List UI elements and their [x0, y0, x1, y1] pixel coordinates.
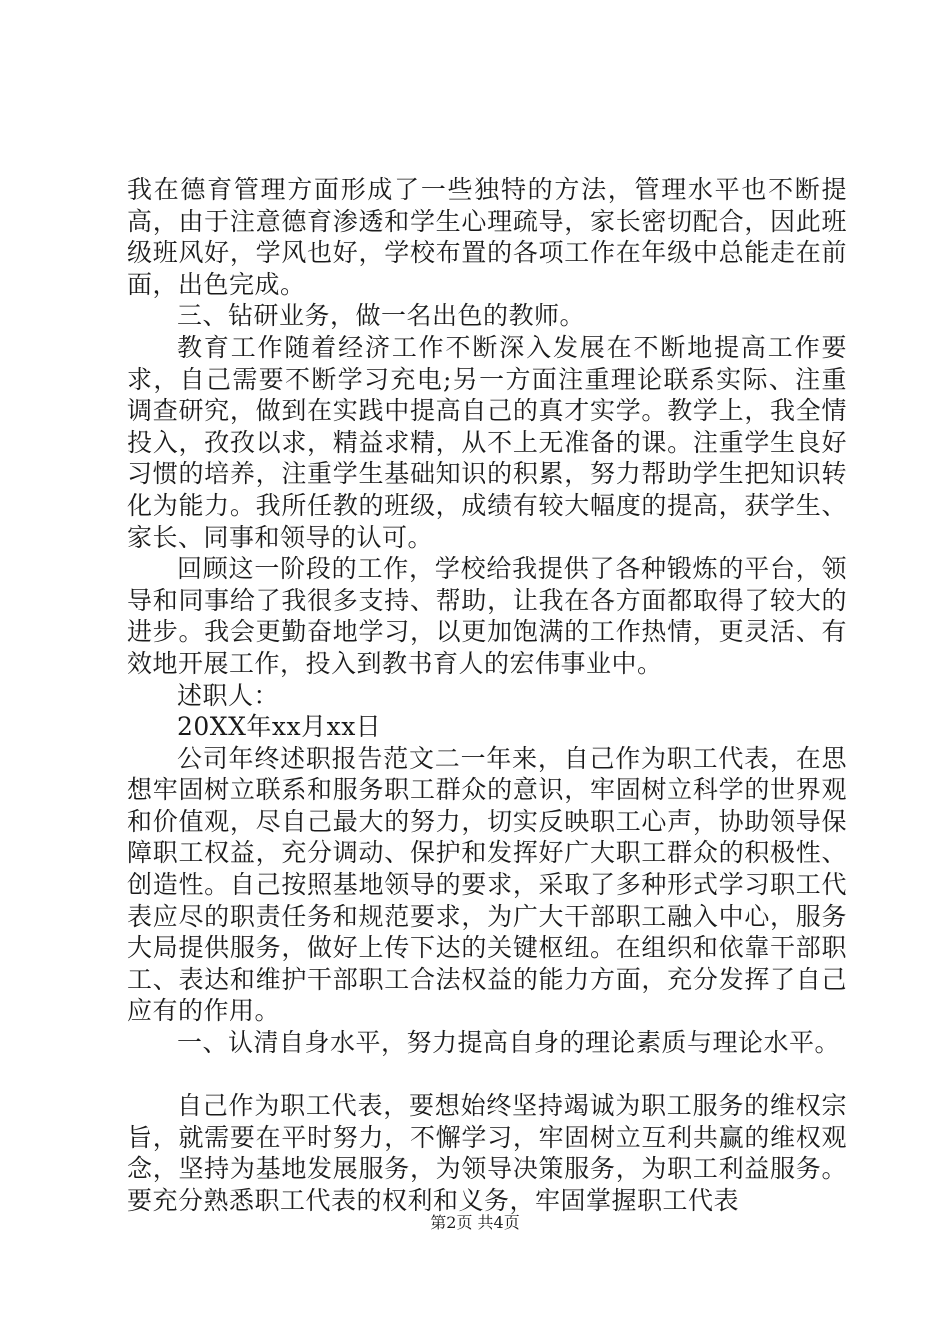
paragraph-review: 回顾这一阶段的工作，学校给我提供了各种锻炼的平台，领导和同事给了我很多支持、帮助，让我在各方面都取得了较大的进步。我会更勤奋地学习，以更加饱满的工作热情，更灵活、有效地开展工作，投入到教书育人的宏伟事业中。	[127, 554, 847, 678]
paragraph-representative: 自己作为职工代表，要想始终坚持竭诚为职工服务的维权宗旨，就需要在平时努力，不懈学习，牢固树立互利共赢的维权观念，坚持为基地发展服务，为领导决策服务，为职工利益服务。要充分熟悉职工代表的权利和义务，牢固掌握职工代表	[127, 1091, 847, 1215]
section-heading-3: 三、钻研业务，做一名出色的教师。	[177, 301, 586, 331]
page-footer: 第2页 共4页	[430, 1213, 520, 1232]
paragraph-teaching: 教育工作随着经济工作不断深入发展在不断地提高工作要求，自己需要不断学习充电;另一方面注重理论联系实际、注重调查研究，做到在实践中提高自己的真才实学。教学上，我全情投入，孜孜以求，精益求精，从不上无准备的课。注重学生良好习惯的培养，注重学生基础知识的积累，努力帮助学生把知识转化为能力。我所任教的班级，成绩有较大幅度的提高，获学生、家长、同事和领导的认可。	[127, 332, 847, 552]
paragraph-continuation: 我在德育管理方面形成了一些独特的方法，管理水平也不断提高，由于注意德育渗透和学生心理疏导，家长密切配合，因此班级班风好，学风也好，学校布置的各项工作在年级中总能走在前面，出色完成。	[127, 175, 847, 299]
date-line: 20XX年xx月xx日	[177, 712, 382, 742]
section-heading-1: 一、认清自身水平，努力提高自身的理论素质与理论水平。	[177, 1028, 841, 1058]
signature-label: 述职人：	[177, 680, 280, 710]
document-body	[127, 174, 847, 1217]
paragraph-report-two: 公司年终述职报告范文二一年来，自己作为职工代表，在思想牢固树立联系和服务职工群众的意识，牢固树立科学的世界观和价值观，尽自己最大的努力，切实反映职工心声，协助领导保障职工权益，充分调动、保护和发挥好广大职工群众的积极性、创造性。自己按照基地领导的要求，采取了多种形式学习职工代表应尽的职责任务和规范要求，为广大干部职工融入中心，服务大局提供服务，做好上传下达的关键枢纽。在组织和依靠干部职工、表达和维护干部职工合法权益的能力方面，充分发挥了自己应有的作用。	[127, 743, 847, 1026]
